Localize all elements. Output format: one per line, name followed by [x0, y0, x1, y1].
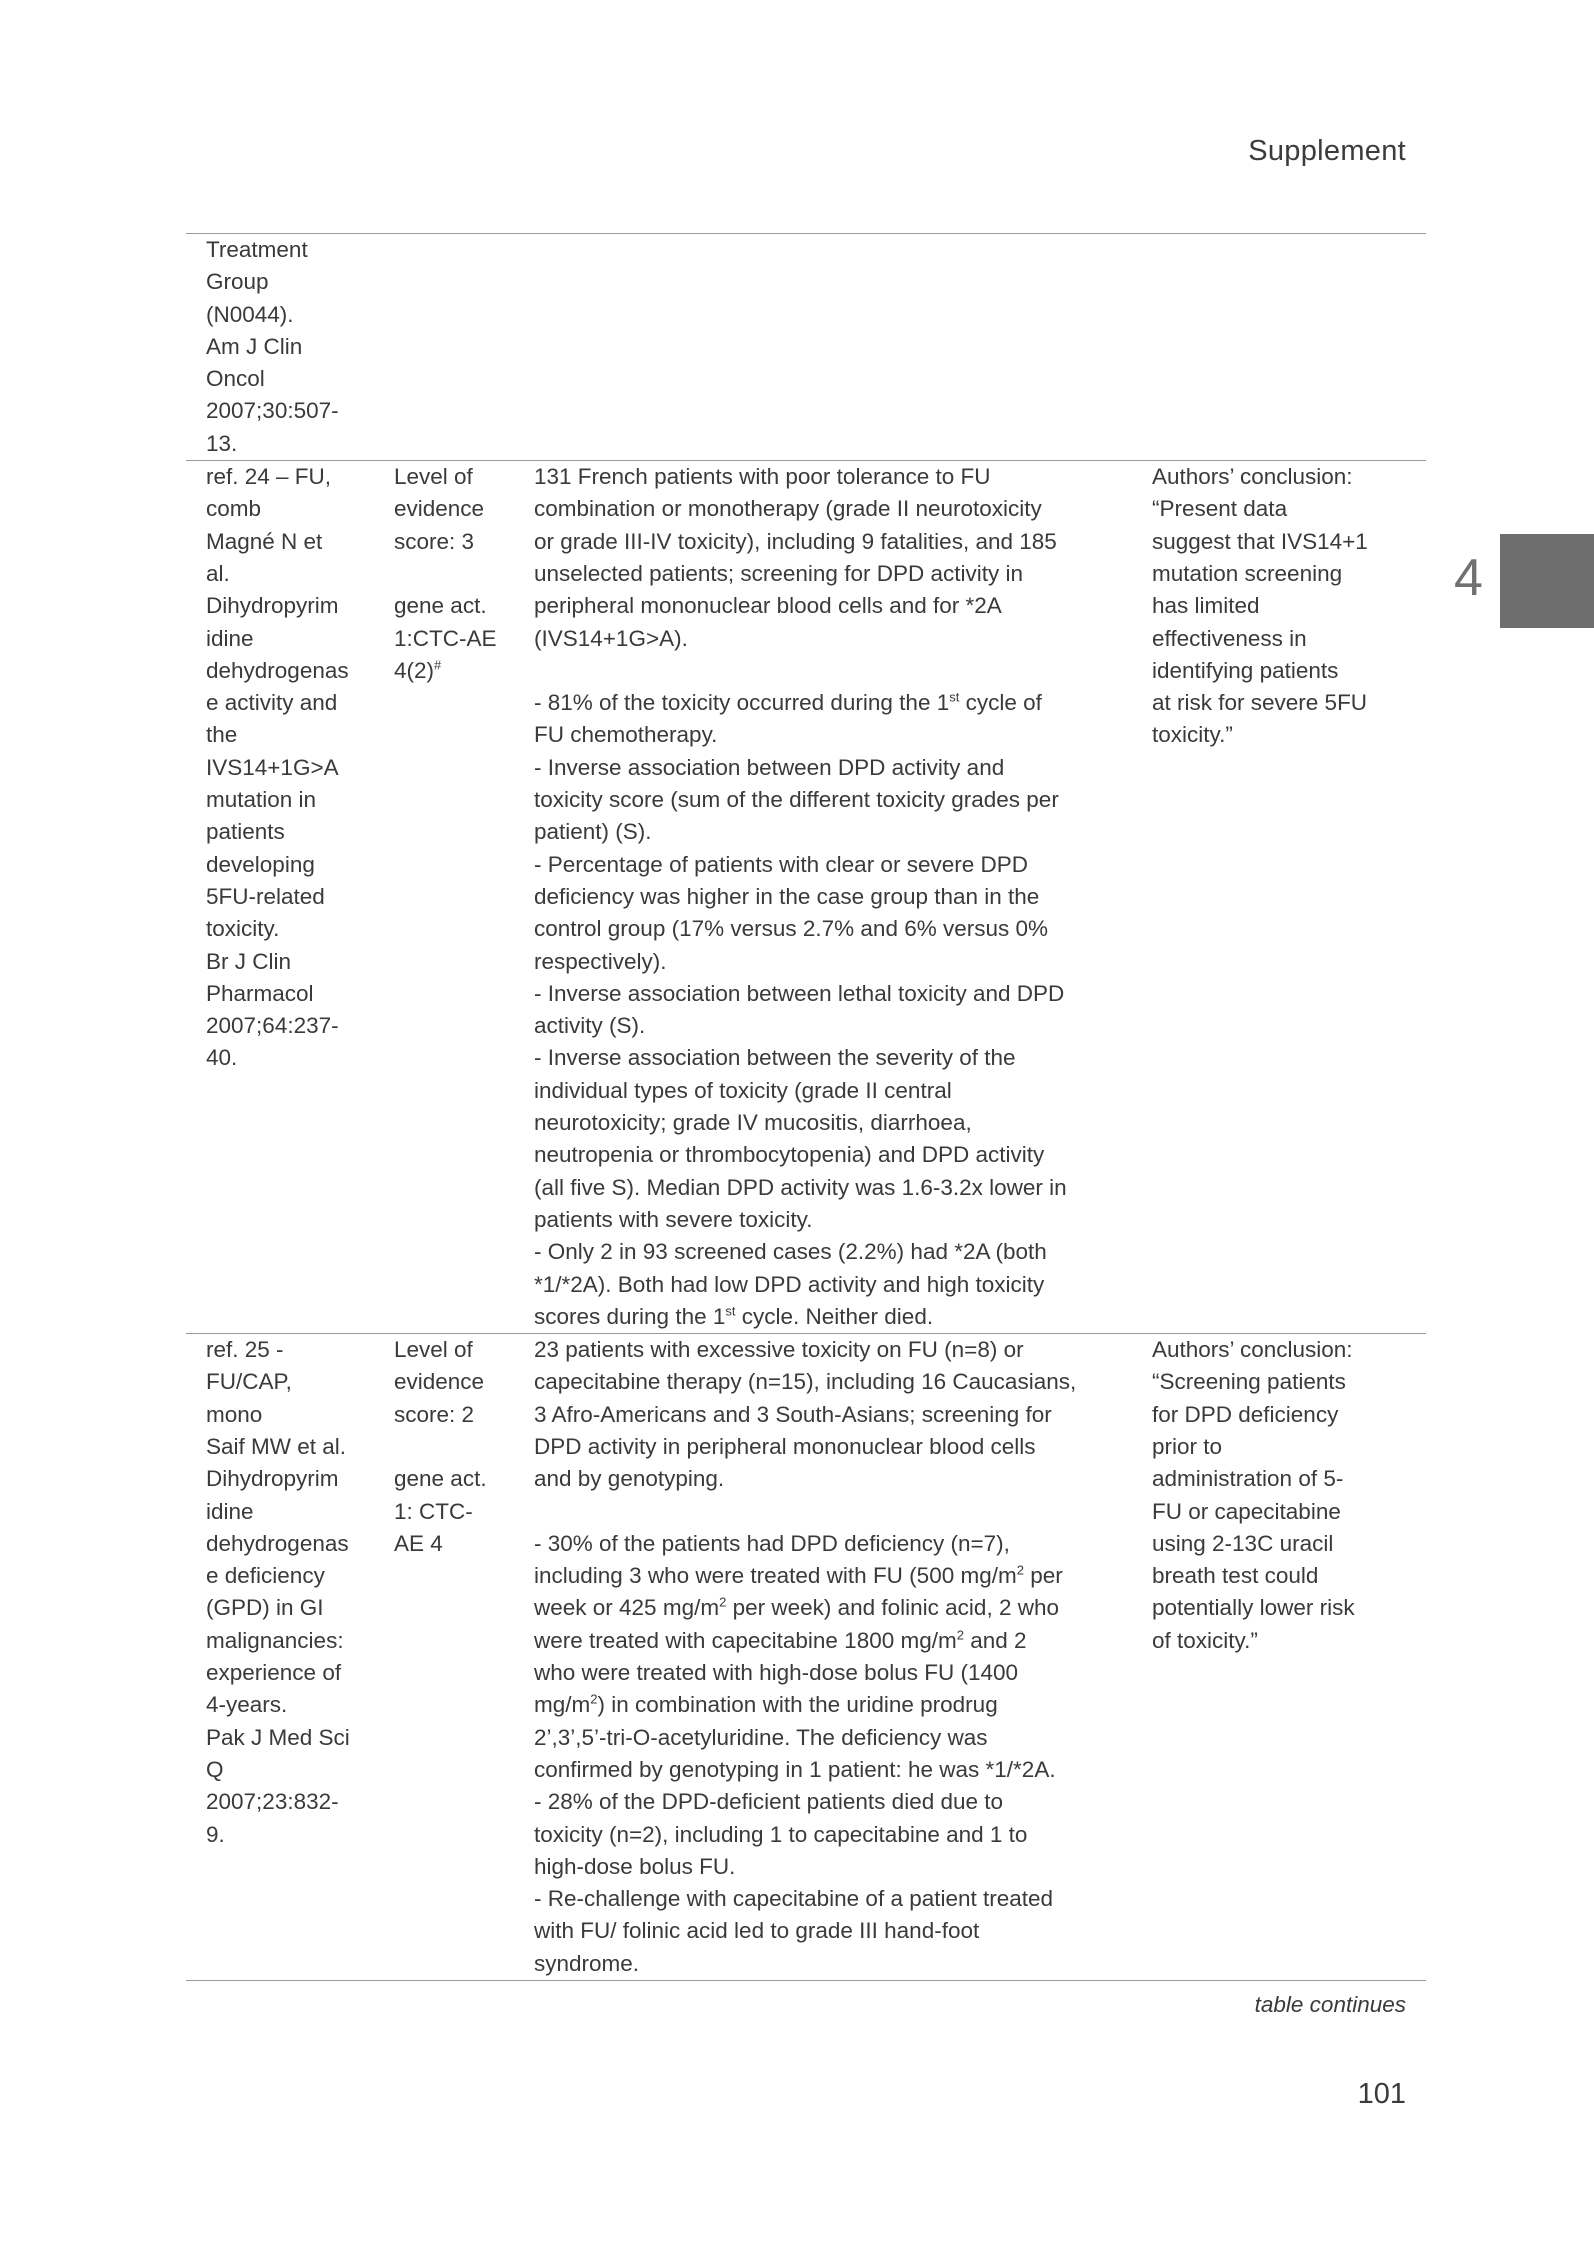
findings-line: and by genotyping. [534, 1466, 725, 1492]
findings-line: who were treated with high-dose bolus FU (1400 [534, 1660, 1019, 1686]
findings-line: toxicity (n=2), including 1 to capecitabine and 1 to [534, 1821, 1028, 1847]
findings-line: - Inverse association between the severity of the [534, 1045, 1016, 1071]
findings-text: per week) and folinic acid, 2 who [726, 1595, 1059, 1621]
level-line: score: 2 [394, 1401, 475, 1427]
reference-line: experience of [206, 1660, 342, 1686]
findings-line: patients with severe toxicity. [534, 1206, 813, 1232]
reference-line: dehydrogenas [206, 657, 349, 683]
table-row [186, 461, 1426, 1334]
evidence-table [186, 233, 1426, 1981]
reference-line: 2007;30:507- [206, 398, 339, 424]
running-header: Supplement [1248, 135, 1406, 167]
level-line [394, 655, 534, 687]
reference-line: 9. [206, 1821, 225, 1847]
findings-line: deficiency was higher in the case group than in the [534, 883, 1040, 909]
reference-line: 5FU-related [206, 883, 325, 909]
table-continues-note: table continues [1254, 1992, 1406, 2017]
reference-line: malignancies: [206, 1627, 344, 1653]
reference-cell [186, 461, 394, 1334]
level-cell [394, 234, 534, 461]
reference-line: Group [206, 269, 269, 295]
superscript: 2 [590, 1691, 598, 1707]
conclusion-line: prior to [1152, 1433, 1223, 1459]
reference-line: Br J Clin [206, 948, 292, 974]
reference-line: the [206, 722, 238, 748]
level-line: 1:CTC-AE [394, 625, 497, 651]
conclusion-line: toxicity.” [1152, 722, 1233, 748]
findings-line: combination or monotherapy (grade II neurotoxicity [534, 496, 1042, 522]
findings-line: peripheral mononuclear blood cells and for *2A [534, 593, 1002, 619]
findings-cell [534, 461, 1152, 1334]
findings-text: cycle of [959, 690, 1042, 716]
findings-line: unselected patients; screening for DPD activity in [534, 560, 1023, 586]
reference-cell [186, 234, 394, 461]
spacer [534, 655, 1152, 687]
findings-text: including 3 who were treated with FU (500 mg/m [534, 1563, 1017, 1589]
conclusion-line: administration of 5- [1152, 1466, 1344, 1492]
findings-line: (all five S). Median DPD activity was 1.6-3.2x lower in [534, 1174, 1067, 1200]
findings-line: high-dose bolus FU. [534, 1853, 736, 1879]
findings-line [534, 1560, 1152, 1592]
reference-line: idine [206, 625, 254, 651]
reference-line: Magné N et [206, 528, 323, 554]
reference-line: Saif MW et al. [206, 1433, 347, 1459]
spacer [394, 1431, 534, 1463]
reference-line: e activity and [206, 690, 338, 716]
reference-line: idine [206, 1498, 254, 1524]
findings-line: - 28% of the DPD-deficient patients died due to [534, 1789, 1004, 1815]
findings-line: or grade III-IV toxicity), including 9 fatalities, and 185 [534, 528, 1057, 554]
findings-line: confirmed by genotyping in 1 patient: he was *1/*2A. [534, 1756, 1056, 1782]
findings-text: scores during the 1 [534, 1303, 726, 1329]
superscript: 2 [956, 1627, 964, 1643]
reference-line: mono [206, 1401, 263, 1427]
reference-line: 4-years. [206, 1692, 288, 1718]
conclusion-line: FU or capecitabine [1152, 1498, 1341, 1524]
chapter-number: 4 [1454, 549, 1483, 607]
reference-line: Dihydropyrim [206, 1466, 339, 1492]
findings-line: with FU/ folinic acid led to grade III hand-foot [534, 1918, 980, 1944]
conclusion-line: “Present data [1152, 496, 1288, 522]
findings-line: FU chemotherapy. [534, 722, 718, 748]
reference-line: FU/CAP, [206, 1369, 292, 1395]
table-row [186, 234, 1426, 461]
level-line: evidence [394, 1369, 485, 1395]
conclusion-line: suggest that IVS14+1 [1152, 528, 1368, 554]
findings-line: - Percentage of patients with clear or severe DPD [534, 851, 1028, 877]
chapter-tab [1500, 534, 1594, 628]
findings-text: ) in combination with the uridine prodrug [597, 1692, 998, 1718]
reference-line: mutation in [206, 787, 317, 813]
findings-line: 3 Afro-Americans and 3 South-Asians; screening for [534, 1401, 1052, 1427]
findings-line [534, 1592, 1152, 1624]
conclusion-line: identifying patients [1152, 657, 1339, 683]
findings-line: 23 patients with excessive toxicity on FU (n=8) or [534, 1337, 1024, 1363]
superscript: st [949, 689, 960, 705]
findings-line: 131 French patients with poor tolerance to FU [534, 464, 991, 490]
findings-line: individual types of toxicity (grade II central [534, 1077, 952, 1103]
level-line: Level of [394, 464, 473, 490]
level-line: AE 4 [394, 1530, 443, 1556]
reference-line: IVS14+1G>A [206, 754, 339, 780]
findings-line: respectively). [534, 948, 667, 974]
reference-line: Q [206, 1756, 224, 1782]
spacer [394, 558, 534, 590]
page-number: 101 [1357, 2078, 1406, 2110]
findings-text: - 81% of the toxicity occurred during the 1 [534, 690, 950, 716]
level-line: gene act. [394, 593, 487, 619]
findings-text: cycle. Neither died. [735, 1303, 934, 1329]
level-line: 1: CTC- [394, 1498, 473, 1524]
reference-line: Treatment [206, 237, 308, 262]
findings-line: neurotoxicity; grade IV mucositis, diarrhoea, [534, 1110, 972, 1136]
reference-line: comb [206, 496, 262, 522]
conclusion-line: potentially lower risk [1152, 1595, 1355, 1621]
conclusion-line: has limited [1152, 593, 1260, 619]
level-line: gene act. [394, 1466, 487, 1492]
footnote-mark: # [434, 657, 442, 673]
superscript: st [725, 1303, 736, 1319]
findings-line [534, 687, 1152, 719]
reference-line: 40. [206, 1045, 238, 1071]
findings-line: neutropenia or thrombocytopenia) and DPD activity [534, 1142, 1045, 1168]
reference-line: al. [206, 560, 230, 586]
conclusion-cell [1152, 234, 1426, 461]
conclusion-line: at risk for severe 5FU [1152, 690, 1368, 716]
conclusion-line: mutation screening [1152, 560, 1343, 586]
findings-line: - Inverse association between DPD activity and [534, 754, 1005, 780]
findings-line [534, 1301, 1152, 1333]
conclusion-line: effectiveness in [1152, 625, 1307, 651]
superscript: 2 [719, 1594, 727, 1610]
findings-text: and 2 [963, 1627, 1027, 1653]
reference-line: Dihydropyrim [206, 593, 339, 619]
conclusion-line: for DPD deficiency [1152, 1401, 1339, 1427]
reference-line: ref. 25 - [206, 1337, 284, 1363]
reference-line: Pharmacol [206, 980, 314, 1006]
findings-text: week or 425 mg/m [534, 1595, 720, 1621]
reference-line: developing [206, 851, 315, 877]
findings-cell [534, 234, 1152, 461]
reference-line: ref. 24 – FU, [206, 464, 332, 490]
reference-line: e deficiency [206, 1563, 325, 1589]
findings-line [534, 1689, 1152, 1721]
conclusion-line: breath test could [1152, 1563, 1319, 1589]
reference-line: dehydrogenas [206, 1530, 349, 1556]
findings-text: per [1023, 1563, 1063, 1589]
table-row [186, 1334, 1426, 1981]
reference-line: toxicity. [206, 916, 280, 942]
reference-line: (N0044). [206, 301, 294, 327]
reference-line: 2007;23:832- [206, 1789, 339, 1815]
conclusion-line: Authors’ conclusion: [1152, 1337, 1353, 1363]
level-line: evidence [394, 496, 485, 522]
findings-line: DPD activity in peripheral mononuclear blood cells [534, 1433, 1036, 1459]
findings-line: syndrome. [534, 1950, 640, 1976]
conclusion-line: using 2-13C uracil [1152, 1530, 1334, 1556]
conclusion-cell [1152, 1334, 1426, 1981]
findings-line [534, 1625, 1152, 1657]
findings-line: patient) (S). [534, 819, 652, 845]
conclusion-line: of toxicity.” [1152, 1627, 1258, 1653]
level-line: score: 3 [394, 528, 475, 554]
reference-line: (GPD) in GI [206, 1595, 324, 1621]
reference-line: 2007;64:237- [206, 1013, 339, 1039]
conclusion-line: “Screening patients [1152, 1369, 1346, 1395]
reference-line: Oncol [206, 366, 265, 392]
reference-cell [186, 1334, 394, 1981]
findings-line: (IVS14+1G>A). [534, 625, 688, 651]
superscript: 2 [1016, 1562, 1024, 1578]
reference-line: Am J Clin [206, 333, 303, 359]
level-cell [394, 1334, 534, 1981]
findings-line: - Re-challenge with capecitabine of a patient treated [534, 1886, 1054, 1912]
findings-line: 2’,3’,5’-tri-O-acetyluridine. The deficiency was [534, 1724, 988, 1750]
findings-line: activity (S). [534, 1013, 646, 1039]
findings-line: capecitabine therapy (n=15), including 16 Caucasians, [534, 1369, 1077, 1395]
reference-line: Pak J Med Sci [206, 1724, 350, 1750]
level-text: 4(2) [394, 657, 435, 683]
conclusion-cell [1152, 461, 1426, 1334]
reference-line: patients [206, 819, 285, 845]
findings-line: *1/*2A). Both had low DPD activity and high toxicity [534, 1271, 1045, 1297]
findings-cell [534, 1334, 1152, 1981]
findings-line: control group (17% versus 2.7% and 6% versus 0% [534, 916, 1049, 942]
findings-text: mg/m [534, 1692, 591, 1718]
level-line: Level of [394, 1337, 473, 1363]
spacer [534, 1496, 1152, 1528]
findings-text: were treated with capecitabine 1800 mg/m [534, 1627, 957, 1653]
findings-line: toxicity score (sum of the different toxicity grades per [534, 787, 1059, 813]
findings-line: - Only 2 in 93 screened cases (2.2%) had *2A (both [534, 1239, 1047, 1265]
findings-line: - 30% of the patients had DPD deficiency (n=7), [534, 1530, 1010, 1556]
level-cell [394, 461, 534, 1334]
findings-line: - Inverse association between lethal toxicity and DPD [534, 980, 1065, 1006]
conclusion-line: Authors’ conclusion: [1152, 464, 1353, 490]
reference-line: 13. [206, 430, 238, 456]
